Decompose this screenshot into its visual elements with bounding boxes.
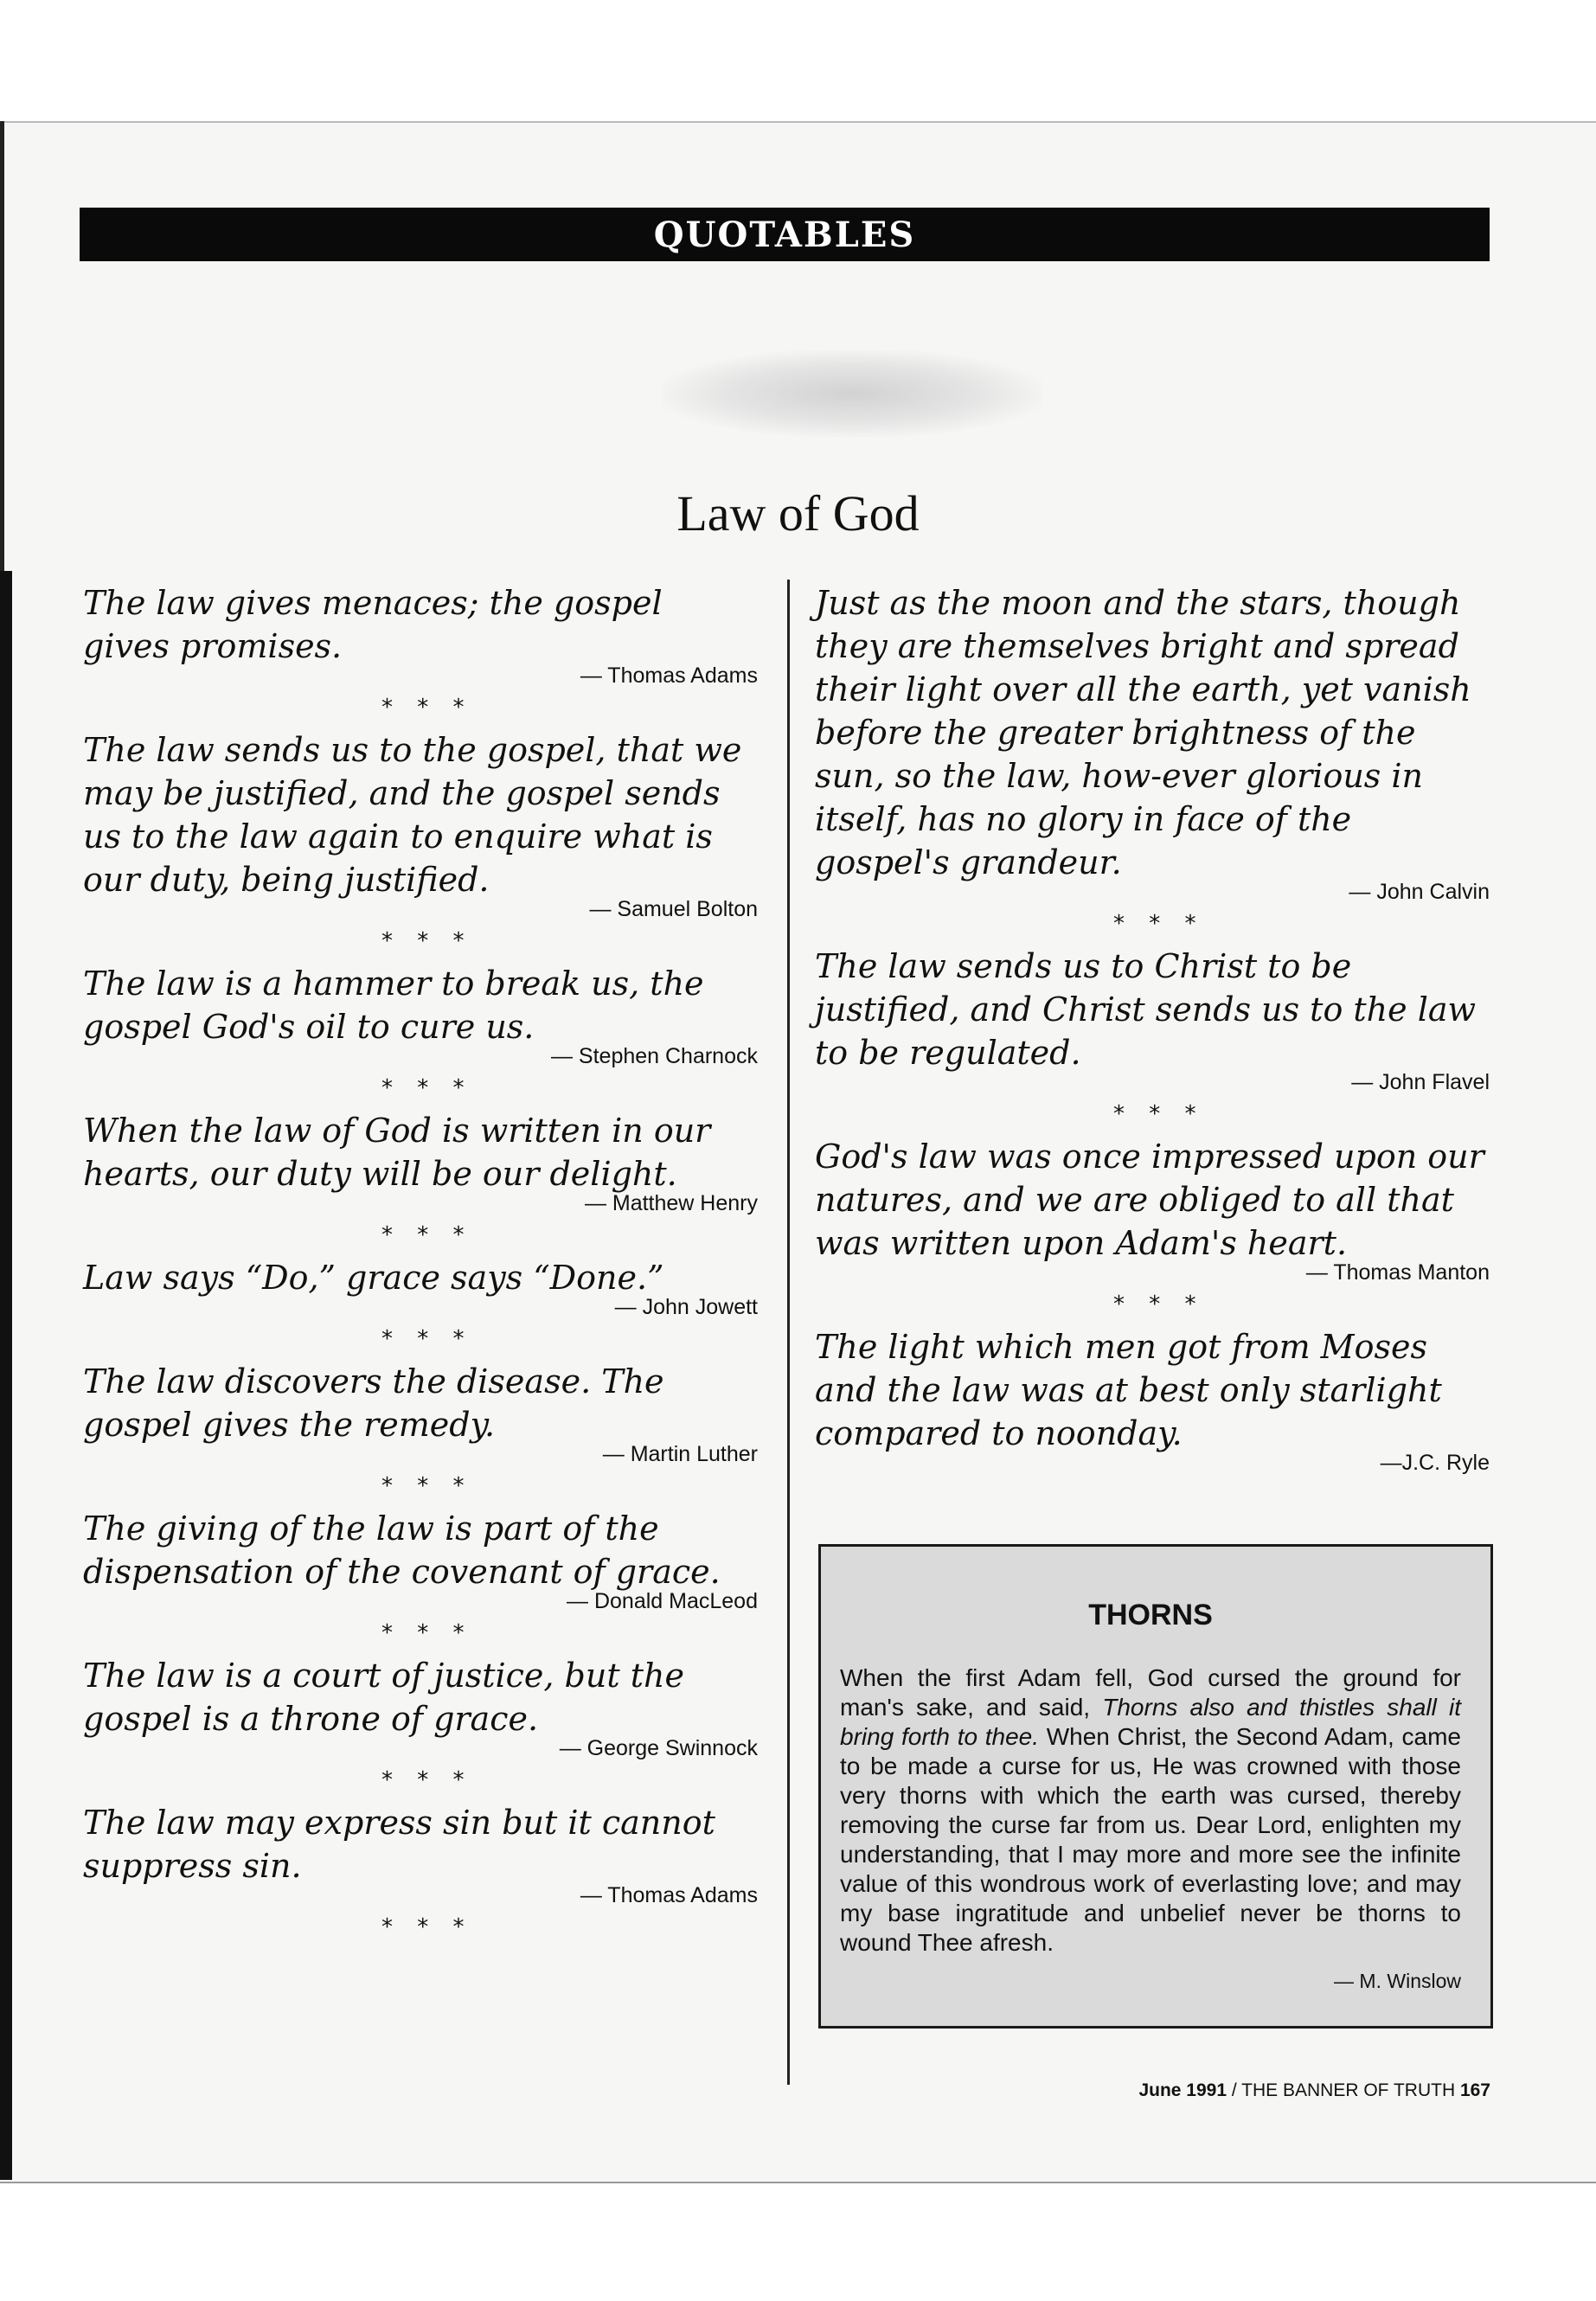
quote-text: The law gives menaces; the gospel gives promises. [83, 584, 663, 665]
quote-item [815, 581, 1490, 907]
quote-author: — John Jowett [614, 1295, 758, 1319]
quote-author: — Samuel Bolton [589, 897, 758, 921]
separator-stars: * * * [381, 1326, 473, 1352]
separator-stars: * * * [381, 1914, 473, 1940]
quote-text: God's law was once impressed upon our natures, and we are obliged to all that was written upon Adam's heart. [815, 1138, 1484, 1262]
quote-item [815, 945, 1490, 1097]
quote-text: The law is a court of justice, but the gospel is a throne of grace. [83, 1657, 684, 1738]
quote-text: The law discovers the disease. The gospel gives the remedy. [83, 1362, 664, 1444]
box-body-scripture: Thorns also and thistles shall it bring forth to thee. [840, 1694, 1462, 1750]
thorns-box [818, 1544, 1493, 2029]
column-divider [787, 580, 790, 2085]
quote-author: — Donald MacLeod [567, 1589, 758, 1613]
footer-date: June 1991 [1138, 2080, 1227, 2100]
quote-item [83, 1360, 758, 1469]
quote-text: The law may express sin but it cannot suppress sin. [83, 1804, 715, 1885]
quote-item [83, 1654, 758, 1763]
quote-author: — Stephen Charnock [550, 1044, 758, 1068]
quote-author: — Thomas Manton [1305, 1260, 1490, 1285]
page-number: 167 [1459, 2080, 1490, 2100]
box-body [840, 1663, 1461, 1958]
footer-publication: / THE BANNER OF TRUTH [1227, 2080, 1460, 2100]
separator-stars: * * * [381, 1222, 473, 1248]
quote-item [83, 1507, 758, 1616]
quote-author: — Thomas Adams [580, 663, 758, 688]
faded-image-smudge [662, 350, 1042, 437]
separator-stars: * * * [381, 928, 473, 954]
quote-item [815, 1325, 1490, 1477]
quote-text: The law sends us to Christ to be justified, and Christ sends us to the law to be regulated. [815, 947, 1477, 1072]
separator-stars: * * * [381, 1075, 473, 1101]
separator-stars: * * * [1113, 1101, 1205, 1127]
section-banner: QUOTABLES [80, 208, 1490, 261]
box-body-end: When Christ, the Second Adam, came to be made a curse for us, He was crowned with those very thorns with which the earth was cursed, thereby removing the curse far from us. Dear Lord, enlighten my understanding, that I may more and more see the infinite value of this wondrous work of everlasting love; and may my base ingratitude and unbelief never be thorns to wound Thee afresh. [840, 1723, 1461, 1956]
quote-author: — George Swinnock [559, 1736, 758, 1760]
box-body-start: When the first Adam fell, God cursed the ground for man's sake, and said, [840, 1664, 1461, 1721]
separator-stars: * * * [381, 1620, 473, 1646]
separator-stars: * * * [381, 695, 473, 721]
quote-item [83, 728, 758, 924]
quote-item [815, 1135, 1490, 1287]
right-column [815, 581, 1490, 1477]
separator-stars: * * * [1113, 911, 1205, 937]
scan-edge [0, 571, 12, 2180]
quote-author: — John Flavel [1351, 1070, 1490, 1094]
quote-text: The light which men got from Moses and the law was at best only starlight compared to noonday. [815, 1328, 1442, 1452]
quote-text: When the law of God is written in our hearts, our duty will be our delight. [83, 1112, 711, 1193]
page-footer [1138, 2080, 1490, 2101]
box-title: THORNS [1088, 1599, 1213, 1631]
separator-stars: * * * [1113, 1292, 1205, 1317]
quote-text: Law says “Do,” grace says “Done.” [83, 1259, 664, 1297]
box-author: — M. Winslow [1334, 1970, 1461, 1992]
separator-stars: * * * [381, 1767, 473, 1793]
quote-text: The law is a hammer to break us, the gospel God's oil to cure us. [83, 965, 704, 1046]
quote-author: — Thomas Adams [580, 1883, 758, 1907]
separator-stars: * * * [381, 1473, 473, 1499]
quote-author: — John Calvin [1349, 880, 1490, 904]
quote-item [83, 1109, 758, 1218]
quote-item [83, 1256, 758, 1322]
quote-item [83, 962, 758, 1071]
quote-item [83, 1801, 758, 1910]
quote-item [83, 581, 758, 690]
quote-text: The law sends us to the gospel, that we may be justified, and the gospel sends us to the law again to enquire what is our duty, being justified. [83, 731, 742, 899]
quote-text: The giving of the law is part of the dispensation of the covenant of grace. [83, 1509, 721, 1591]
left-column [83, 581, 758, 1948]
quote-author: —J.C. Ryle [1380, 1451, 1490, 1475]
page-title: Law of God [676, 485, 920, 542]
quote-author: — Matthew Henry [584, 1191, 758, 1215]
quote-text: Just as the moon and the stars, though they are themselves bright and spread their light over all the earth, yet vanish before the greater brightness of the sun, so the law, how-ever glorious in itself, has no glory in face of the gospel's grandeur. [815, 584, 1471, 881]
quote-author: — Martin Luther [602, 1442, 758, 1466]
